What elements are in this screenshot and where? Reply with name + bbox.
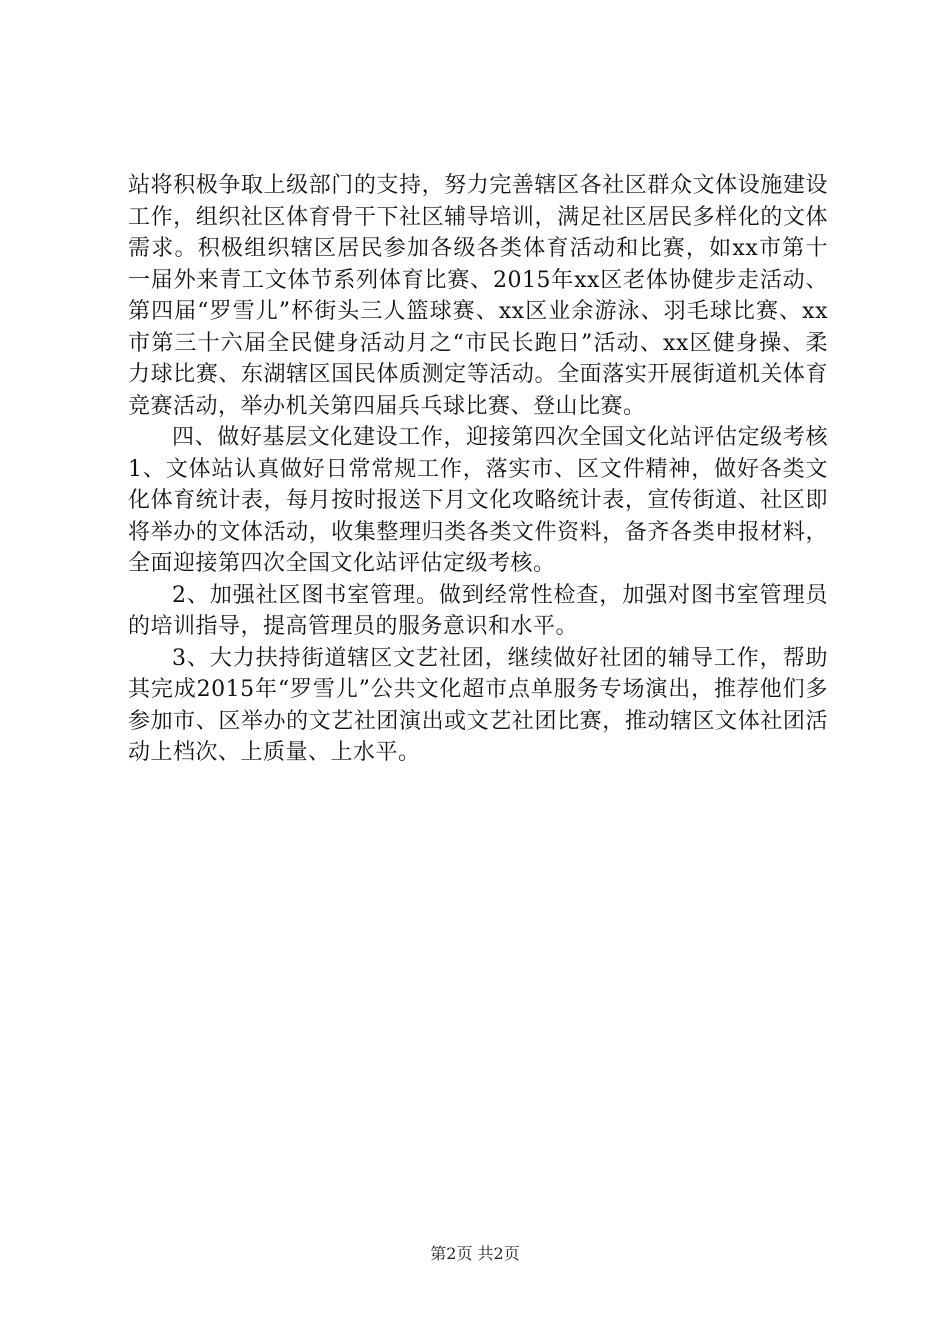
paragraph-continuation: 站将积极争取上级部门的支持，努力完善辖区各社区群众文体设施建设工作，组织社区体育骨干下社区辅导培训，满足社区居民多样化的文体需求。积极组织辖区居民参加各级各类体育活动和比赛，如xx市第十一届外来青工文体节系列体育比赛、2015年xx区老体协健步走活动、第四届“罗雪儿”杯街头三人篮球赛、xx区业余游泳、羽毛球比赛、xx市第三十六届全民健身活动月之“市民长跑日”活动、xx区健身操、柔力球比赛、东湖辖区国民体质测定等活动。全面落实开展街道机关体育竞赛活动，举办机关第四届兵乓球比赛、登山比赛。	[128, 173, 828, 419]
document-body	[128, 170, 828, 769]
page-number-footer: 第2页 共2页	[430, 1244, 520, 1263]
paragraph-section-four: 四、做好基层文化建设工作，迎接第四次全国文化站评估定级考核1、文体站认真做好日常常规工作，落实市、区文件精神，做好各类文化体育统计表，每月按时报送下月文化攻略统计表，宣传街道、社区即将举办的文体活动，收集整理归类各类文件资料，备齐各类申报材料，全面迎接第四次全国文化站评估定级考核。	[128, 425, 828, 576]
paragraph-item-two: 2、加强社区图书室管理。做到经常性检查，加强对图书室管理员的培训指导，提高管理员的服务意识和水平。	[128, 582, 828, 639]
paragraph-item-three: 3、大力扶持街道辖区文艺社团，继续做好社团的辅导工作，帮助其完成2015年“罗雪儿”公共文化超市点单服务专场演出，推荐他们多参加市、区举办的文艺社团演出或文艺社团比赛，推动辖区文体社团活动上档次、上质量、上水平。	[128, 645, 828, 765]
